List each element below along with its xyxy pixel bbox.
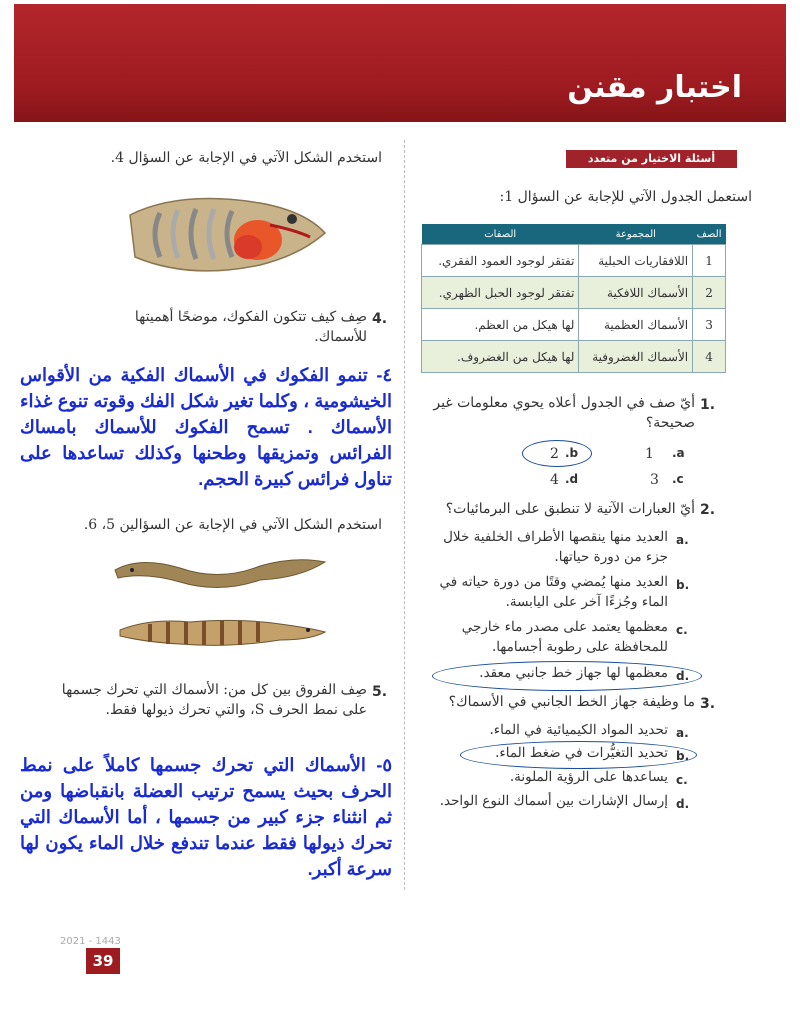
option-text: العديد منها ينقصها الأطراف الخلفية خلال جزء من دورة حياتها. bbox=[443, 529, 668, 565]
section-tag: أسئلة الاختيار من متعدد bbox=[566, 150, 737, 168]
table-cell: الأسماك اللافكية bbox=[579, 277, 693, 309]
option-letter: d. bbox=[676, 669, 690, 683]
column-divider bbox=[404, 140, 405, 890]
table-intro: استعمل الجدول الآتي للإجابة عن السؤال 1: bbox=[499, 189, 752, 205]
option-letter: .d bbox=[565, 472, 579, 486]
page-number: 39 bbox=[86, 948, 120, 974]
question-number: 3. bbox=[700, 696, 716, 712]
question-text: صِف الفروق بين كل من: الأسماك التي تحرك جسمها على نمط الحرف S، والتي تحرك ذيولها فقط. bbox=[61, 682, 367, 719]
option-text: معظمها لها جهاز خط جانبي معقد. bbox=[479, 665, 668, 681]
option-value: 1 bbox=[645, 446, 654, 462]
option-letter: .b bbox=[565, 446, 579, 460]
table-cell: 3 bbox=[693, 309, 726, 341]
table-cell: تفتقر لوجود العمود الفقري. bbox=[422, 245, 579, 277]
option-letter: a. bbox=[676, 726, 689, 740]
option-text: معظمها يعتمد على مصدر ماء خارجي للمحافظة على رطوبة أجسامها. bbox=[461, 619, 668, 655]
option-text: يساعدها على الرؤية الملونة. bbox=[509, 769, 668, 785]
table-cell: لها هيكل من الغضروف. bbox=[422, 341, 579, 373]
question-number: 4. bbox=[372, 311, 388, 327]
table-header-row bbox=[422, 224, 726, 245]
question-text: صِف كيف تتكون الفكوك، موضحًا أهميتها للأسماك. bbox=[134, 309, 367, 346]
table-cell: 4 bbox=[693, 341, 726, 373]
question-number: 5. bbox=[372, 684, 388, 700]
option-text: إرسال الإشارات بين أسماك النوع الواحد. bbox=[439, 793, 668, 809]
table-cell: الأسماك العظمية bbox=[579, 309, 693, 341]
table-row bbox=[422, 245, 726, 277]
option-letter: a. bbox=[676, 533, 689, 547]
table-row bbox=[422, 341, 726, 373]
option-text: تحديد التغيُّرات في ضغط الماء. bbox=[495, 745, 668, 761]
option-value: 3 bbox=[650, 472, 659, 488]
question-text: أيّ صف في الجدول أعلاه يحوي معلومات غير صحيحة؟ bbox=[433, 395, 695, 432]
option-letter: c. bbox=[676, 623, 688, 637]
question-text: ما وظيفة جهاز الخط الجانبي في الأسماك؟ bbox=[448, 694, 695, 710]
fish-illustration bbox=[110, 548, 330, 663]
option-letter: .c bbox=[672, 472, 684, 486]
option-value: 4 bbox=[550, 472, 559, 488]
table-cell: الأسماك الغضروفية bbox=[579, 341, 693, 373]
answer-text: ٥- الأسماك التي تحرك جسمها كاملاً على نمط الحرف بحيث يسمح ترتيب العضلة بانقباضها ومن ثم انثناء جزء كبير من جسمها ، أما الأسماك التي تحرك ذيولها فقط عندما تندفع خلال الماء يكون لها سرعة أكبر. bbox=[20, 755, 392, 880]
figure-intro: استخدم الشكل الآتي في الإجابة عن السؤالين 5، 6. bbox=[83, 517, 382, 533]
table-cell: لها هيكل من العظم. bbox=[422, 309, 579, 341]
page-title: اختبار مقنن bbox=[567, 70, 742, 105]
question-number: 2. bbox=[700, 502, 716, 518]
table-row bbox=[422, 277, 726, 309]
option-text: تحديد المواد الكيميائية في الماء. bbox=[489, 722, 668, 738]
table-header-cell: الصفات bbox=[422, 224, 579, 245]
table-cell: تفتقر لوجود الحبل الظهري. bbox=[422, 277, 579, 309]
option-letter: .a bbox=[672, 446, 685, 460]
option-letter: b. bbox=[676, 578, 690, 592]
question-text: أيّ العبارات الآتية لا تنطبق على البرمائيات؟ bbox=[445, 501, 695, 517]
question-number: 1. bbox=[700, 397, 716, 413]
table-cell: 2 bbox=[693, 277, 726, 309]
answer-text: ٤- تنمو الفكوك في الأسماك الفكية من الأقواس الخيشومية ، وكلما تغير شكل الفك وقوته تنوع غذاء الأسماك . تسمح الفكوك للأسماك بامساك الفرائس وتمزيقها وطحنها وكذلك تساعدها على تناول فرائس كبيرة الحجم. bbox=[20, 365, 392, 490]
table-cell: اللافقاريات الحبلية bbox=[579, 245, 693, 277]
option-value: 2 bbox=[550, 446, 559, 462]
option-text: العديد منها يُمضي وقتًا من دورة حياته في الماء وجُزءًا آخر على اليابسة. bbox=[439, 574, 668, 610]
page-year: 2021 - 1443 bbox=[60, 936, 121, 947]
option-letter: d. bbox=[676, 797, 690, 811]
table-row bbox=[422, 309, 726, 341]
shark-jaw-illustration bbox=[120, 185, 330, 285]
option-letter: b. bbox=[676, 749, 690, 763]
option-letter: c. bbox=[676, 773, 688, 787]
table-cell: 1 bbox=[693, 245, 726, 277]
figure-intro: استخدم الشكل الآتي في الإجابة عن السؤال 4. bbox=[110, 150, 382, 166]
data-table bbox=[421, 224, 726, 373]
table-header-cell: الصف bbox=[693, 224, 726, 245]
table-header-cell: المجموعة bbox=[579, 224, 693, 245]
